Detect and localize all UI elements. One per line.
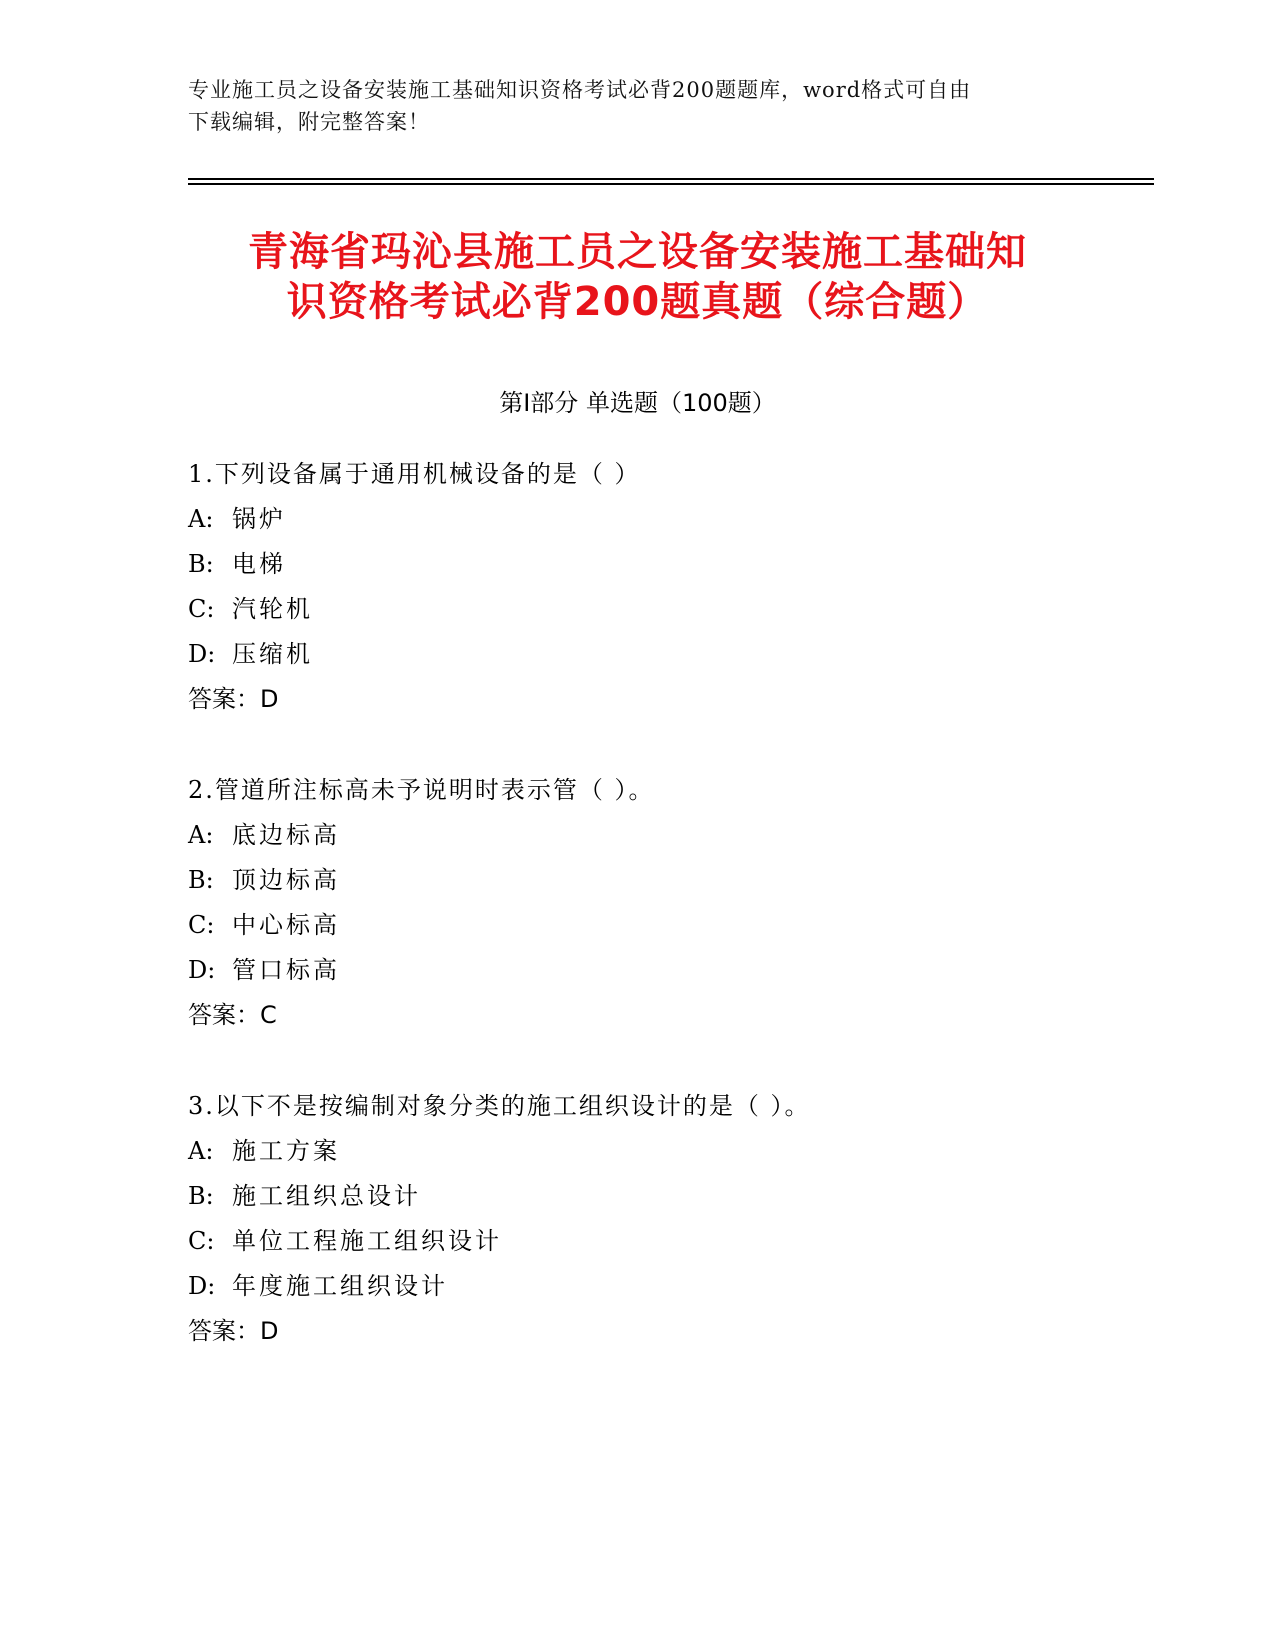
header-divider <box>188 178 1154 185</box>
option-text: 锅炉 <box>232 505 286 533</box>
option-letter: C: <box>188 911 215 939</box>
option-letter: B: <box>188 550 214 578</box>
option-c <box>188 903 1128 948</box>
divider-line-bottom <box>188 183 1154 185</box>
answer: 答案：D <box>188 685 279 713</box>
document-title <box>150 227 1125 327</box>
option-d <box>188 632 1128 677</box>
option-d <box>188 948 1128 993</box>
option-text: 压缩机 <box>232 640 313 668</box>
question-stem: 3.以下不是按编制对象分类的施工组织设计的是（ ）。 <box>188 1092 811 1120</box>
option-d <box>188 1264 1128 1309</box>
option-letter: D: <box>188 956 216 984</box>
option-c <box>188 1219 1128 1264</box>
option-text: 汽轮机 <box>232 595 313 623</box>
answer: 答案：C <box>188 1001 277 1029</box>
option-letter: D: <box>188 1272 216 1300</box>
header-note <box>188 74 1088 138</box>
question-1 <box>188 452 1128 722</box>
option-text: 单位工程施工组织设计 <box>232 1227 502 1255</box>
question-2 <box>188 768 1128 1038</box>
option-text: 施工组织总设计 <box>232 1182 421 1210</box>
option-text: 施工方案 <box>232 1137 340 1165</box>
option-b <box>188 1174 1128 1219</box>
document-title-line1: 青海省玛沁县施工员之设备安装施工基础知 <box>248 229 1027 275</box>
option-text: 电梯 <box>232 550 286 578</box>
option-a <box>188 813 1128 858</box>
header-note-line1: 专业施工员之设备安装施工基础知识资格考试必背200题题库，word格式可自由 <box>188 78 972 102</box>
divider-line-top <box>188 178 1154 180</box>
document-title-line2: 识资格考试必背200题真题（综合题） <box>286 279 989 325</box>
option-letter: C: <box>188 1227 215 1255</box>
option-text: 中心标高 <box>232 911 340 939</box>
option-text: 顶边标高 <box>232 866 340 894</box>
option-letter: D: <box>188 640 216 668</box>
option-letter: A: <box>188 1137 214 1165</box>
question-3 <box>188 1084 1128 1354</box>
option-b <box>188 858 1128 903</box>
option-letter: C: <box>188 595 215 623</box>
header-note-line2: 下载编辑，附完整答案！ <box>188 110 430 134</box>
option-c <box>188 587 1128 632</box>
option-text: 年度施工组织设计 <box>232 1272 448 1300</box>
question-stem: 1.下列设备属于通用机械设备的是（ ） <box>188 460 641 488</box>
option-letter: A: <box>188 505 214 533</box>
option-letter: B: <box>188 1182 214 1210</box>
option-letter: A: <box>188 821 214 849</box>
section-title: 第Ⅰ部分 单选题（100题） <box>499 389 776 417</box>
question-stem: 2.管道所注标高未予说明时表示管（ ）。 <box>188 776 655 804</box>
option-a <box>188 497 1128 542</box>
option-text: 底边标高 <box>232 821 340 849</box>
option-letter: B: <box>188 866 214 894</box>
option-b <box>188 542 1128 587</box>
answer: 答案：D <box>188 1317 279 1345</box>
option-text: 管口标高 <box>232 956 340 984</box>
option-a <box>188 1129 1128 1174</box>
